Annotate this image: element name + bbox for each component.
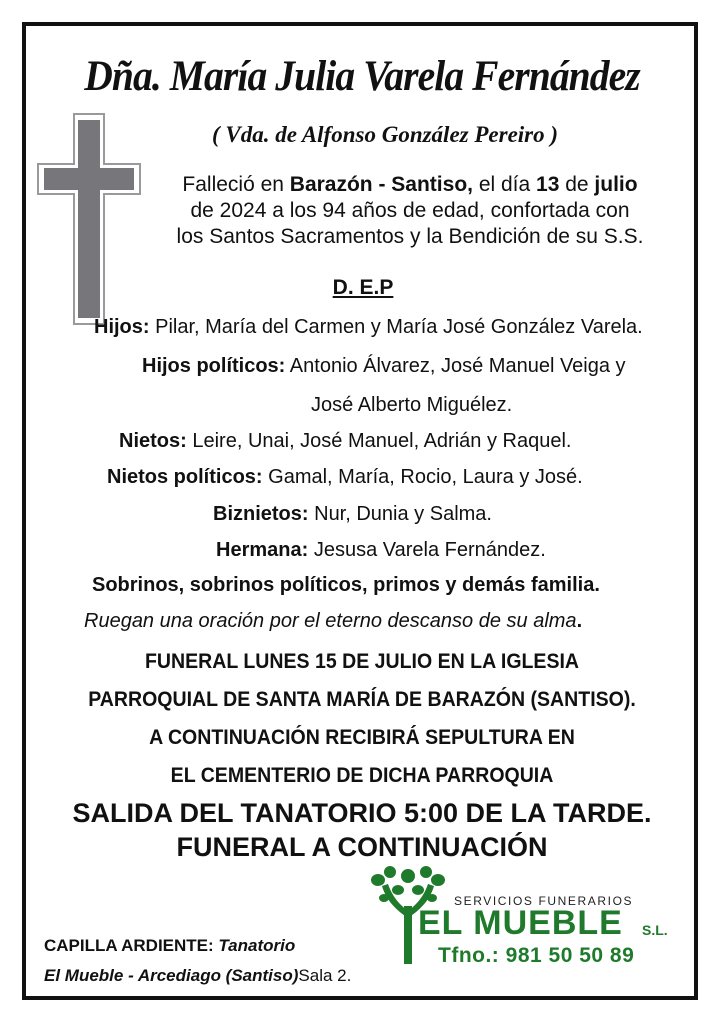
- logo-name: EL MUEBLE: [418, 904, 623, 942]
- dep-heading: D. E.P: [332, 276, 394, 299]
- funeral-line-1: FUNERAL LUNES 15 DE JULIO EN LA IGLESIA: [144, 650, 580, 673]
- funeral-line-3: A CONTINUACIÓN RECIBIRÁ SEPULTURA EN: [149, 726, 575, 749]
- logo-suffix: S.L.: [642, 922, 668, 938]
- logo-phone: Tfno.: 981 50 50 89: [438, 944, 635, 967]
- family-grandchildren: Nietos: Leire, Unai, José Manuel, Adrián y Raquel.: [119, 430, 572, 452]
- logo-tagline: SERVICIOS FUNERARIOS: [454, 894, 634, 908]
- cross-icon: [34, 112, 144, 326]
- deceased-name: Dña. María Julia Varela Fernández: [84, 53, 640, 100]
- funeral-line-4: EL CEMENTERIO DE DICHA PARROQUIA: [170, 764, 554, 787]
- family-children-in-law: Hijos políticos: Antonio Álvarez, José Manuel Veiga y: [142, 355, 626, 377]
- prayer-request: Ruegan una oración por el eterno descanso de su alma.: [84, 610, 583, 632]
- family-great-grandchildren: Biznietos: Nur, Dunia y Salma.: [213, 503, 492, 525]
- death-announcement: Falleció en Barazón - Santiso, el día 13 de julio de 2024 a los 94 años de edad, confortada con los Santos Sacramentos y la Bendición de su S.S.: [176, 173, 644, 248]
- family-children: Hijos: Pilar, María del Carmen y María José González Varela.: [94, 316, 643, 338]
- widow-of: ( Vda. de Alfonso González Pereiro ): [211, 122, 559, 147]
- departure-line-2: FUNERAL A CONTINUACIÓN: [176, 832, 548, 862]
- family-others: Sobrinos, sobrinos políticos, primos y demás familia.: [92, 574, 600, 596]
- family-children-in-law-cont: José Alberto Miguélez.: [311, 394, 513, 416]
- departure-line-1: SALIDA DEL TANATORIO 5:00 DE LA TARDE.: [72, 798, 652, 828]
- chapel-info-line-1: CAPILLA ARDIENTE: Tanatorio: [44, 936, 296, 955]
- family-grandchildren-in-law: Nietos políticos: Gamal, María, Rocio, Laura y José.: [107, 466, 583, 488]
- funeral-line-2: PARROQUIAL DE SANTA MARÍA DE BARAZÓN (SANTISO).: [88, 688, 636, 711]
- family-sister: Hermana: Jesusa Varela Fernández.: [216, 539, 546, 561]
- chapel-info-line-2: El Mueble - Arcediago (Santiso)Sala 2.: [44, 966, 352, 985]
